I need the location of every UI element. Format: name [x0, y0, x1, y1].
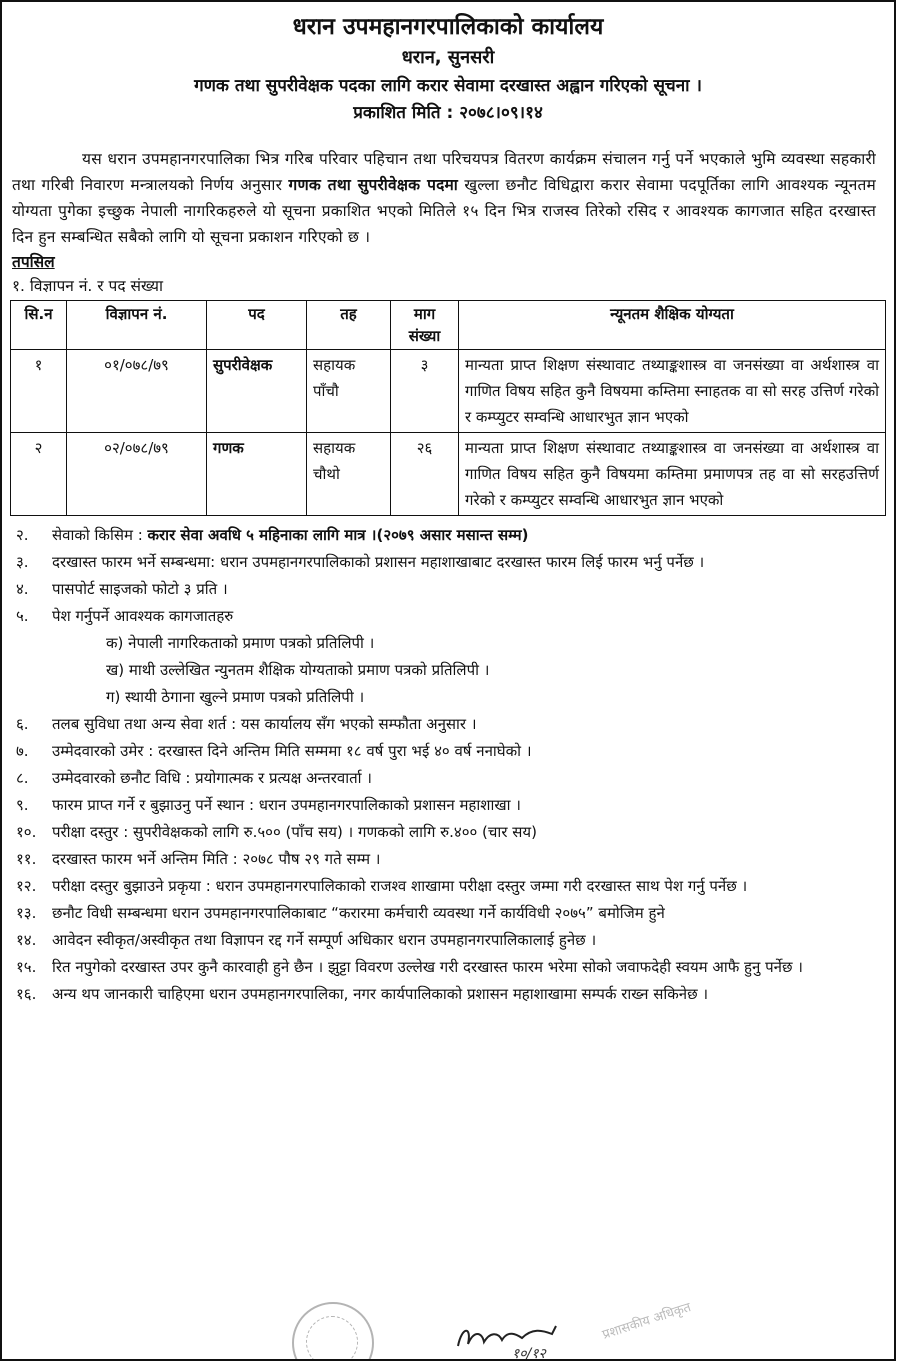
list-item	[16, 603, 880, 630]
item-label: सेवाको किसिम :	[52, 526, 148, 544]
item-text: आवेदन स्वीकृत/अस्वीकृत तथा विज्ञापन रद्द गर्ने सम्पूर्ण अधिकार धरान उपमहानगरपालिकालाई हुनेछ ।	[52, 931, 597, 949]
item-number: ९.	[16, 796, 29, 814]
cell-qualification: मान्यता प्राप्त शिक्षण संस्थावाट तथ्याङ्कशास्त्र वा जनसंख्या वा अर्थशास्त्र वा गाणित विषय सहित कुनै विषयमा कम्तिमा प्रमाणपत्र तह वा सो सरहउत्तिर्ण गरेको र कम्प्युटर सम्वन्धि आधारभुत ज्ञान भएको	[459, 433, 886, 516]
list-item	[16, 549, 880, 576]
item-bold: करार सेवा अवधि ५ महिनाका लागि मात्र ।(२०७९ असार मसान्त सम्म)	[147, 526, 529, 544]
item-text: परीक्षा दस्तुर : सुपरीवेक्षकको लागि रु.५०० (पाँच सय) । गणकको लागि रु.४०० (चार सय)	[52, 823, 537, 841]
list-item	[16, 738, 880, 765]
cell-ad-no: ०१/०७८/७९	[67, 350, 207, 433]
notice-title: गणक तथा सुपरीवेक्षक पदका लागि करार सेवामा दरखास्त अह्वान गरिएको सूचना ।	[194, 76, 702, 96]
item-number: १५.	[16, 958, 37, 976]
col-sn: सि.न	[11, 301, 67, 350]
item-text: उम्मेदवारको छनौट विधि : प्रयोगात्मक र प्रत्यक्ष अन्तरवार्ता ।	[52, 769, 372, 787]
cell-sn: २	[11, 433, 67, 516]
officer-stamp: प्रशासकीय अधिकृत	[600, 1300, 693, 1343]
item-number: १३.	[16, 904, 37, 922]
col-demand: माग संख्या	[391, 301, 459, 350]
item-number: ३.	[16, 553, 29, 571]
item-number: १२.	[16, 877, 37, 895]
cell-sn: १	[11, 350, 67, 433]
item-number: ८.	[16, 769, 29, 787]
col-post: पद	[207, 301, 307, 350]
list-item	[16, 711, 880, 738]
list-item	[16, 819, 880, 846]
intro-paragraph	[12, 146, 876, 250]
sub-item: ख) माथी उल्लेखित न्युनतम शैक्षिक योग्यताको प्रमाण पत्रको प्रतिलिपी ।	[106, 661, 490, 679]
item-text: तलब सुविधा तथा अन्य सेवा शर्त : यस कार्यालय सँग भएको सम्फौता अनुसार ।	[52, 715, 477, 733]
col-qualification: न्यूनतम शैक्षिक योग्यता	[459, 301, 886, 350]
list-item	[16, 900, 880, 927]
list-item	[16, 954, 880, 981]
sub-item: क) नेपाली नागरिकताको प्रमाण पत्रको प्रतिलिपी ।	[106, 634, 375, 652]
table-row	[11, 350, 886, 433]
section1-label: १. विज्ञापन नं. र पद संख्या	[12, 277, 164, 295]
details-heading: तपसिल	[12, 253, 55, 271]
list-item	[16, 873, 880, 900]
item-text: अन्य थप जानकारी चाहिएमा धरान उपमहानगरपालिका, नगर कार्यपालिकाको प्रशासन महाशाखामा सम्पर्क राख्न सकिनेछ ।	[52, 985, 709, 1003]
item-number: ४.	[16, 580, 29, 598]
item-text: दरखास्त फारम भर्ने सम्बन्धमा: धरान उपमहानगरपालिकाको प्रशासन महाशाखाबाट दरखास्त फारम लिई फारम भर्नु पर्नेछ ।	[52, 553, 705, 571]
item-number: ५.	[16, 607, 29, 625]
intro-part2: खुल्ला छनौट विधिद्वारा करार सेवामा पदपूर्तिका लागि आवश्यक न्यूनतम योग्यता पुगेका इच्छुक नेपाली नागरिकहरुले यो सूचना प्रकाशित भएको मितिले १५ दिन भित्र राजस्व तिरेको रसिद र आवश्यक कागजात सहित दरखास्त दिन हुन सम्बन्धित सबैको लागि यो सूचना प्रकाशन गरिएको छ ।	[12, 176, 876, 246]
office-title: धरान उपमहानगरपालिकाको कार्यालय	[292, 14, 604, 40]
office-seal	[292, 1302, 374, 1361]
cell-ad-no: ०२/०७८/७९	[67, 433, 207, 516]
item-number: ७.	[16, 742, 29, 760]
table-header-row	[11, 301, 886, 350]
cell-post: सुपरीवेक्षक	[207, 350, 307, 433]
list-item	[16, 522, 880, 549]
cell-post: गणक	[207, 433, 307, 516]
list-item	[16, 576, 880, 603]
item-number: १६.	[16, 985, 37, 1003]
item-number: ११.	[16, 850, 37, 868]
intro-part1: यस धरान उपमहानगरपालिका भित्र गरिब परिवार पहिचान तथा परिचयपत्र वितरण कार्यक्रम संचालन गर्नु पर्ने भएकाले भुमि व्यवस्था सहकारी तथा गरिबी निवारण मन्त्रालयको निर्णय अनुसार	[12, 150, 876, 194]
col-ad-no: विज्ञापन नं.	[67, 301, 207, 350]
item-text: पासपोर्ट साइजको फोटो ३ प्रति ।	[52, 580, 228, 598]
item-text: पेश गर्नुपर्ने आवश्यक कागजातहरु	[52, 607, 234, 625]
item-text: छनौट विधी सम्बन्धमा धरान उपमहानगरपालिकाबाट “करारमा कर्मचारी व्यवस्था गर्ने कार्यविधी २०७५” बमोजिम हुने	[52, 904, 665, 922]
signature-date: १०/१२	[512, 1346, 546, 1361]
conditions-list	[16, 522, 880, 1008]
item-text: परीक्षा दस्तुर बुझाउने प्रकृया : धरान उपमहानगरपालिकाको राजश्व शाखामा परीक्षा दस्तुर जम्मा गरी दरखास्त साथ पेश गर्नु पर्नेछ ।	[52, 877, 748, 895]
cell-demand: २६	[391, 433, 459, 516]
item-text: रित नपुगेको दरखास्त उपर कुनै कारवाही हुने छैन । झुट्टा विवरण उल्लेख गरी दरखास्त फारम भरेमा सोको जवाफदेही स्वयम आफै हुनु पर्नेछ ।	[52, 958, 803, 976]
cell-level: सहायक चौथो	[307, 433, 391, 516]
cell-qualification: मान्यता प्राप्त शिक्षण संस्थावाट तथ्याङ्कशास्त्र वा जनसंख्या वा अर्थशास्त्र वा गाणित विषय सहित कुनै विषयमा कम्तिमा स्नाहतक वा सो सरह उत्तिर्ण गरेको र कम्प्युटर सम्वन्धि आधारभुत ज्ञान भएको	[459, 350, 886, 433]
list-item	[16, 846, 880, 873]
sub-item: ग) स्थायी ठेगाना खुल्ने प्रमाण पत्रको प्रतिलिपी ।	[106, 688, 365, 706]
list-item	[16, 765, 880, 792]
table-row	[11, 433, 886, 516]
item-number: १०.	[16, 823, 37, 841]
office-location: धरान, सुनसरी	[401, 47, 495, 68]
item-text: फारम प्राप्त गर्ने र बुझाउनु पर्ने स्थान : धरान उपमहानगरपालिकाको प्रशासन महाशाखा ।	[52, 796, 521, 814]
list-item	[16, 792, 880, 819]
posts-table	[10, 300, 886, 516]
cell-demand: ३	[391, 350, 459, 433]
item-number: १४.	[16, 931, 37, 949]
item-text: दरखास्त फारम भर्ने अन्तिम मिति : २०७८ पौष २९ गते सम्म ।	[52, 850, 381, 868]
notice-header	[2, 10, 894, 126]
list-item	[16, 981, 880, 1008]
col-level: तह	[307, 301, 391, 350]
published-date: प्रकाशित मिति : २०७८।०९।१४	[353, 103, 543, 123]
intro-bold: गणक तथा सुपरीवेक्षक पदमा	[288, 176, 459, 194]
cell-level: सहायक पाँचौ	[307, 350, 391, 433]
item-number: ६.	[16, 715, 29, 733]
item-number: २.	[16, 526, 29, 544]
list-item	[16, 927, 880, 954]
item-text: उम्मेदवारको उमेर : दरखास्त दिने अन्तिम मिति सम्ममा १८ वर्ष पुरा भई ४० वर्ष ननाघेको ।	[52, 742, 532, 760]
